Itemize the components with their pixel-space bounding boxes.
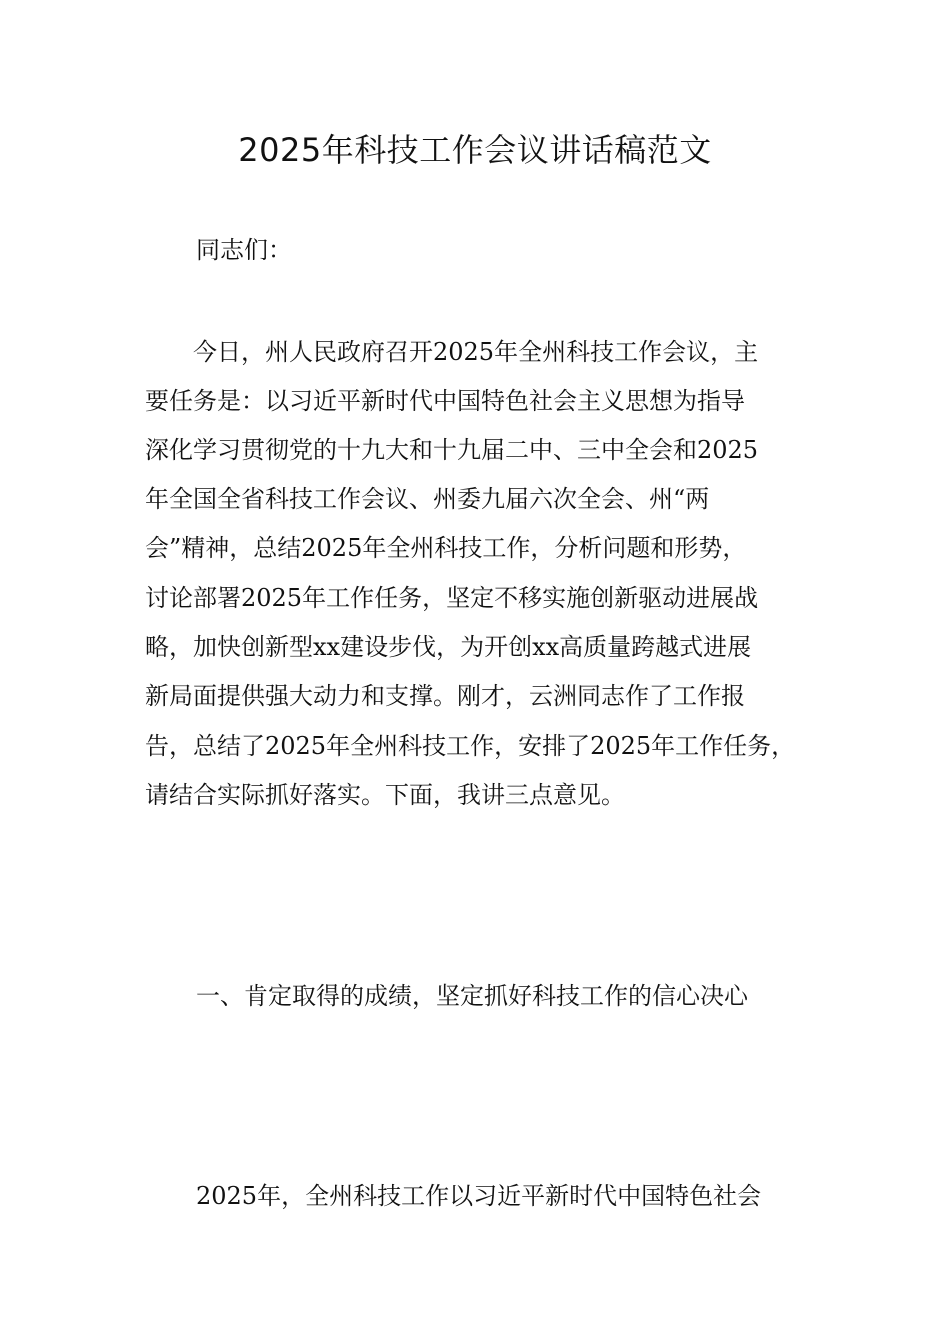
paragraph-line: 讨论部署2025年工作任务，坚定不移实施创新驱动进展战	[145, 584, 759, 612]
paragraph-line: 会”精神，总结2025年全州科技工作，分析问题和形势，	[145, 534, 747, 562]
paragraph-line: 年全国全省科技工作会议、州委九届六次全会、州“两	[145, 485, 710, 513]
paragraph-line: 请结合实际抓好落实。下面，我讲三点意见。	[145, 781, 625, 809]
paragraph-line: 深化学习贯彻党的十九大和十九届二中、三中全会和2025	[145, 436, 759, 464]
paragraph-line: 新局面提供强大动力和支撑。刚才，云洲同志作了工作报	[145, 682, 745, 710]
paragraph-line: 告，总结了2025年全州科技工作，安排了2025年工作任务，	[145, 732, 796, 760]
salutation: 同志们：	[196, 236, 292, 264]
paragraph-2-line: 2025年，全州科技工作以习近平新时代中国特色社会	[196, 1182, 762, 1210]
paragraph-line: 略，加快创新型xx建设步伐，为开创xx高质量跨越式进展	[145, 633, 752, 661]
paragraph-line: 今日，州人民政府召开2025年全州科技工作会议，主	[145, 338, 759, 366]
paragraph-line: 要任务是：以习近平新时代中国特色社会主义思想为指导	[145, 387, 745, 415]
section-heading: 一、肯定取得的成绩，坚定抓好科技工作的信心决心	[196, 982, 748, 1010]
document-title: 2025年科技工作会议讲话稿范文	[238, 131, 712, 169]
